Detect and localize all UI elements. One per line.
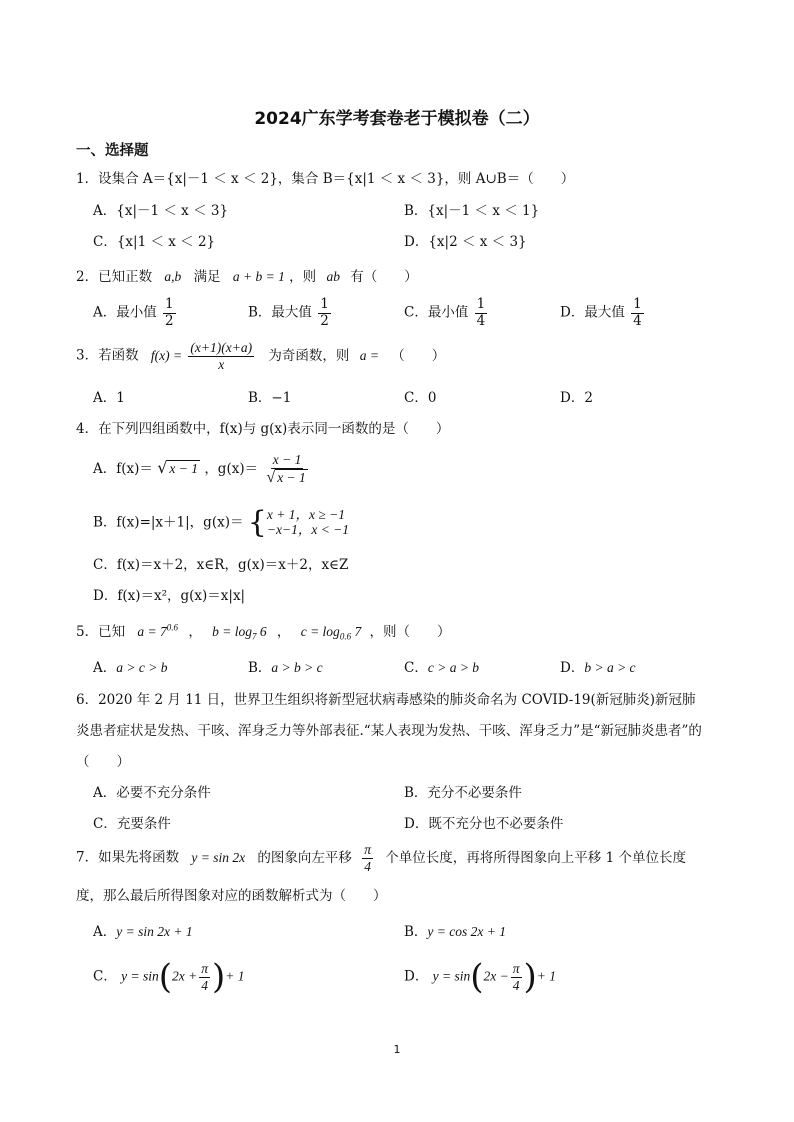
q2-pre: 2．已知正数	[76, 269, 153, 285]
q2-post1: ，则	[289, 269, 317, 285]
question-5-option-d	[560, 656, 636, 676]
question-4-option-a	[93, 452, 312, 487]
q3-mid: 为奇函数，则	[268, 347, 350, 364]
q3-fraction	[188, 340, 254, 372]
right-paren-icon: )	[523, 957, 537, 997]
q4-b-prefix: B．f(x)=|x＋1|，g(x)＝	[93, 514, 244, 531]
question-1-option-d: D．{x|2 ＜ x ＜ 3}	[404, 234, 527, 250]
value: y = cos 2x + 1	[427, 924, 506, 939]
q2-d-label: D．最大值	[560, 304, 625, 321]
label: A．	[93, 924, 117, 940]
question-7-line-2: 度，那么最后所得图象对应的函数解析式为（ ）	[76, 888, 387, 904]
left-paren-icon: (	[158, 957, 173, 997]
q3-fx: f(x) =	[150, 347, 183, 363]
q4-a-middle: ，g(x)＝	[204, 460, 259, 477]
question-3-option-b: B．−1	[248, 390, 292, 406]
label: B．	[248, 660, 272, 676]
question-4-option-c: C．f(x)＝x＋2，x∈R，g(x)＝x＋2，x∈Z	[93, 557, 349, 573]
case-2: −x−1，x < −1	[266, 522, 350, 537]
q2-vars: a,b	[164, 269, 182, 284]
value: a > b > c	[271, 660, 323, 675]
question-2-option-d	[560, 297, 646, 329]
question-7-option-b	[404, 920, 506, 940]
q5-post: ，则（ ）	[369, 624, 451, 640]
a-base: a = 7	[137, 624, 167, 639]
question-1-stem: 1．设集合 A＝{x|－1 ＜ x ＜ 2}，集合 B＝{x|1 ＜ x ＜ 3}，则 A∪B＝（ ）	[76, 171, 575, 187]
question-7-option-d	[404, 957, 557, 997]
q4-a-radicand: x − 1	[169, 460, 199, 476]
question-4-option-d: D．f(x)＝x²，g(x)＝x|x|	[93, 588, 246, 604]
q7-mid: 的图象向左平移	[257, 849, 352, 866]
question-2-option-a	[93, 297, 178, 329]
numerator: 1	[320, 296, 329, 312]
q2-ab: ab	[326, 269, 340, 284]
pi-fraction	[199, 961, 210, 993]
denominator: 4	[201, 977, 208, 993]
left-paren-icon: (	[470, 957, 484, 997]
c-base: 0.6	[339, 631, 352, 642]
value: a > c > b	[116, 660, 168, 675]
suffix: + 1	[536, 968, 557, 984]
sqrt-icon: √	[266, 468, 276, 486]
q2-d-fraction	[631, 297, 644, 329]
denominator: 4	[512, 977, 520, 993]
denominator: 2	[165, 312, 174, 329]
q7-post: 个单位长度，再将所得图象向上平移 1 个单位长度	[385, 849, 686, 866]
denominator: x	[218, 356, 225, 372]
question-4-option-b	[93, 505, 350, 540]
q2-condition: a + b = 1	[232, 269, 285, 284]
label: D．	[404, 968, 429, 985]
question-7-option-a	[93, 920, 193, 940]
question-2-option-c	[404, 297, 489, 329]
denominator: 2	[320, 312, 329, 329]
question-6-option-b: B．充分不必要条件	[404, 785, 522, 801]
left-brace-icon: {	[247, 505, 267, 540]
suffix: + 1	[225, 968, 245, 984]
b-log: b = log	[212, 624, 252, 639]
q2-b-fraction	[318, 297, 331, 329]
numerator: π	[364, 842, 371, 857]
question-7-option-c	[93, 957, 245, 997]
value: b > a > c	[584, 660, 636, 675]
q2-c-fraction	[475, 297, 488, 329]
piecewise-function	[247, 505, 350, 540]
question-2-option-b	[248, 297, 333, 329]
question-6-option-a: A．必要不充分条件	[93, 785, 211, 801]
page-title: 2024广东学考套卷老于模拟卷（二）	[254, 109, 540, 129]
question-6-line-1: 6．2020 年 2 月 11 日，世界卫生组织将新型冠状病毒感染的肺炎命名为 COVID-19(新冠肺炎)新冠肺	[76, 692, 696, 708]
question-3-option-a: A．1	[93, 390, 125, 406]
q2-c-label: C．最小值	[404, 304, 469, 321]
q2-post2: 有（ ）	[350, 269, 418, 285]
q7-pi-fraction	[362, 842, 373, 874]
numerator: π	[512, 960, 520, 976]
numerator: 1	[633, 296, 642, 312]
question-6-option-c: C．充要条件	[93, 816, 171, 832]
question-7-line-1	[76, 842, 686, 874]
value: c > a > b	[427, 660, 480, 675]
label: C．	[93, 968, 117, 985]
argument: 2x −	[483, 968, 509, 984]
page-number: 1	[393, 1043, 401, 1056]
q4-a-prefix: A．f(x)＝	[93, 460, 153, 477]
question-6-line-3: （ ）	[76, 754, 130, 770]
label: C．	[404, 660, 428, 676]
c-arg: 7	[351, 624, 362, 639]
question-1-option-c: C．{x|1 ＜ x ＜ 2}	[93, 234, 216, 250]
q5-a-expr	[137, 624, 178, 639]
denominator-radicand: x − 1	[277, 469, 306, 485]
q3-a-equals: a =	[359, 347, 379, 363]
b-base: 7	[251, 631, 257, 642]
sin-prefix: y = sin	[432, 968, 471, 984]
a-exponent: 0.6	[166, 622, 179, 633]
section-heading: 一、选择题	[76, 143, 149, 159]
q4-a-fraction	[264, 452, 309, 487]
q7-function: y = sin 2x	[191, 849, 246, 865]
right-paren-icon: )	[212, 957, 226, 997]
numerator: 1	[165, 296, 174, 312]
numerator: (x+1)(x+a)	[190, 340, 253, 355]
label: A．	[93, 660, 117, 676]
b-arg: 6	[256, 624, 267, 639]
q5-pre: 5．已知	[76, 624, 126, 640]
argument: 2x +	[172, 968, 198, 984]
denominator: 4	[364, 858, 371, 874]
question-4-stem: 4．在下列四组函数中，f(x)与 g(x)表示同一函数的是（ ）	[76, 421, 450, 437]
question-3-option-d: D．2	[560, 390, 593, 406]
question-1-option-a: A．{x|－1 ＜ x ＜ 3}	[93, 203, 229, 219]
q2-a-fraction	[163, 297, 176, 329]
question-2-stem	[76, 265, 418, 285]
label: D．	[560, 660, 585, 676]
denominator: 4	[633, 312, 642, 329]
question-3-stem	[76, 340, 445, 372]
question-5-option-c	[404, 656, 479, 676]
question-6-line-2: 炎患者症状是发热、干咳、浑身乏力等外部表征.“某人表现为发热、干咳、浑身乏力”是“新冠肺炎患者”的	[76, 723, 702, 739]
c-log: c = log	[300, 624, 340, 639]
sin-prefix: y = sin	[121, 968, 159, 984]
q5-c-expr	[300, 624, 362, 642]
question-5-option-a	[93, 656, 167, 676]
question-5-stem: 5．已知 $a = 7^{0.6}$ ， $b = \log_7 6$ ， $c = \log_{0.6} 7$ ，则（ ）	[76, 622, 451, 642]
question-5-option-b	[248, 656, 323, 676]
value: y = sin 2x + 1	[116, 924, 193, 939]
case-1: x + 1，x ≥ −1	[266, 507, 345, 523]
q2-a-label: A．最小值	[93, 304, 157, 321]
q7-pre: 7．如果先将函数	[76, 849, 180, 866]
q2-mid: 满足	[193, 269, 221, 285]
pi-fraction	[511, 961, 522, 993]
sqrt-icon: √ x − 1	[157, 457, 199, 477]
question-6-option-d: D．既不充分也不必要条件	[404, 816, 564, 832]
q3-pre: 3．若函数	[76, 347, 139, 364]
numerator: π	[201, 960, 209, 976]
q2-b-label: B．最大值	[248, 304, 312, 321]
numerator: x − 1	[272, 452, 302, 467]
label: B．	[404, 924, 428, 940]
numerator: 1	[476, 296, 486, 312]
q5-b-expr	[212, 624, 267, 642]
denominator: 4	[476, 312, 486, 329]
q3-post: （ ）	[391, 347, 446, 364]
question-3-option-c: C．0	[404, 390, 437, 406]
question-1-option-b: B．{x|－1 ＜ x ＜ 1}	[404, 203, 540, 219]
